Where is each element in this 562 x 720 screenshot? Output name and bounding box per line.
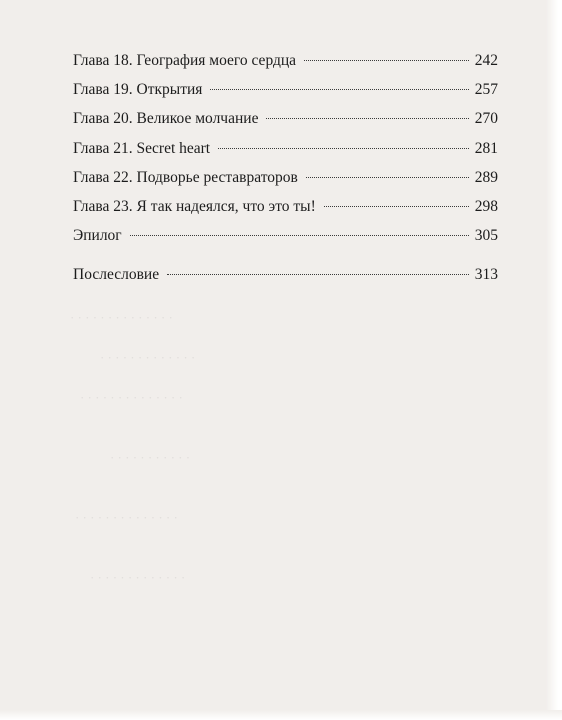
- toc-entry-title: Глава 18. География моего сердца: [73, 52, 297, 69]
- toc-entry-page: 270: [474, 110, 498, 128]
- dot-leader: [306, 177, 469, 178]
- toc-entry-title: Глава 22. Подворье реставраторов: [73, 168, 298, 186]
- toc-entry-title: Глава 23. Я так надеялся, что это ты!: [73, 197, 316, 215]
- toc-entry-chapter-20[interactable]: [73, 104, 498, 133]
- toc-entry-page: 298: [474, 197, 498, 215]
- toc-entry-page: 242: [474, 52, 498, 69]
- toc-entry-title: Глава 20. Великое молчание: [73, 110, 259, 128]
- toc-entry-page: 313: [474, 266, 498, 284]
- toc-entry-page: 281: [474, 139, 498, 157]
- toc-entry-chapter-21[interactable]: [73, 134, 498, 163]
- toc-entry-epilogue[interactable]: [73, 221, 498, 250]
- toc-entry-title: Глава 19. Открытия: [73, 81, 203, 99]
- toc-entry-afterword[interactable]: [73, 260, 498, 289]
- dot-leader: [218, 148, 469, 149]
- toc-entry-page: 289: [474, 168, 498, 186]
- toc-entry-page: 257: [474, 81, 498, 99]
- toc-entry-chapter-23[interactable]: [73, 192, 498, 221]
- dot-leader: [324, 206, 469, 207]
- dot-leader: [167, 274, 469, 275]
- toc-entry-chapter-18[interactable]: [73, 46, 498, 75]
- toc-entry-title: Послесловие: [73, 266, 160, 284]
- table-of-contents: [73, 46, 498, 290]
- toc-entry-title: Глава 21. Secret heart: [73, 139, 211, 157]
- toc-entry-title: Эпилог: [73, 227, 122, 245]
- dot-leader: [130, 235, 469, 236]
- page-bottom-edge: [0, 710, 562, 720]
- toc-entry-chapter-22[interactable]: [73, 163, 498, 192]
- toc-entry-page: 305: [474, 227, 498, 245]
- dot-leader: [266, 118, 468, 119]
- show-through-text: · · · · · · · · · · · · · · · · · · · · · · · · · · · · · · · · · · · · · · · · · · · · · · · · · · · · · · · · · · · · · · · · · · · · · · · · · · · · · · ·: [70, 310, 196, 585]
- dot-leader: [210, 89, 468, 90]
- dot-leader: [304, 60, 469, 61]
- page-edge-shadow: [546, 0, 562, 720]
- toc-entry-chapter-19[interactable]: [73, 75, 498, 104]
